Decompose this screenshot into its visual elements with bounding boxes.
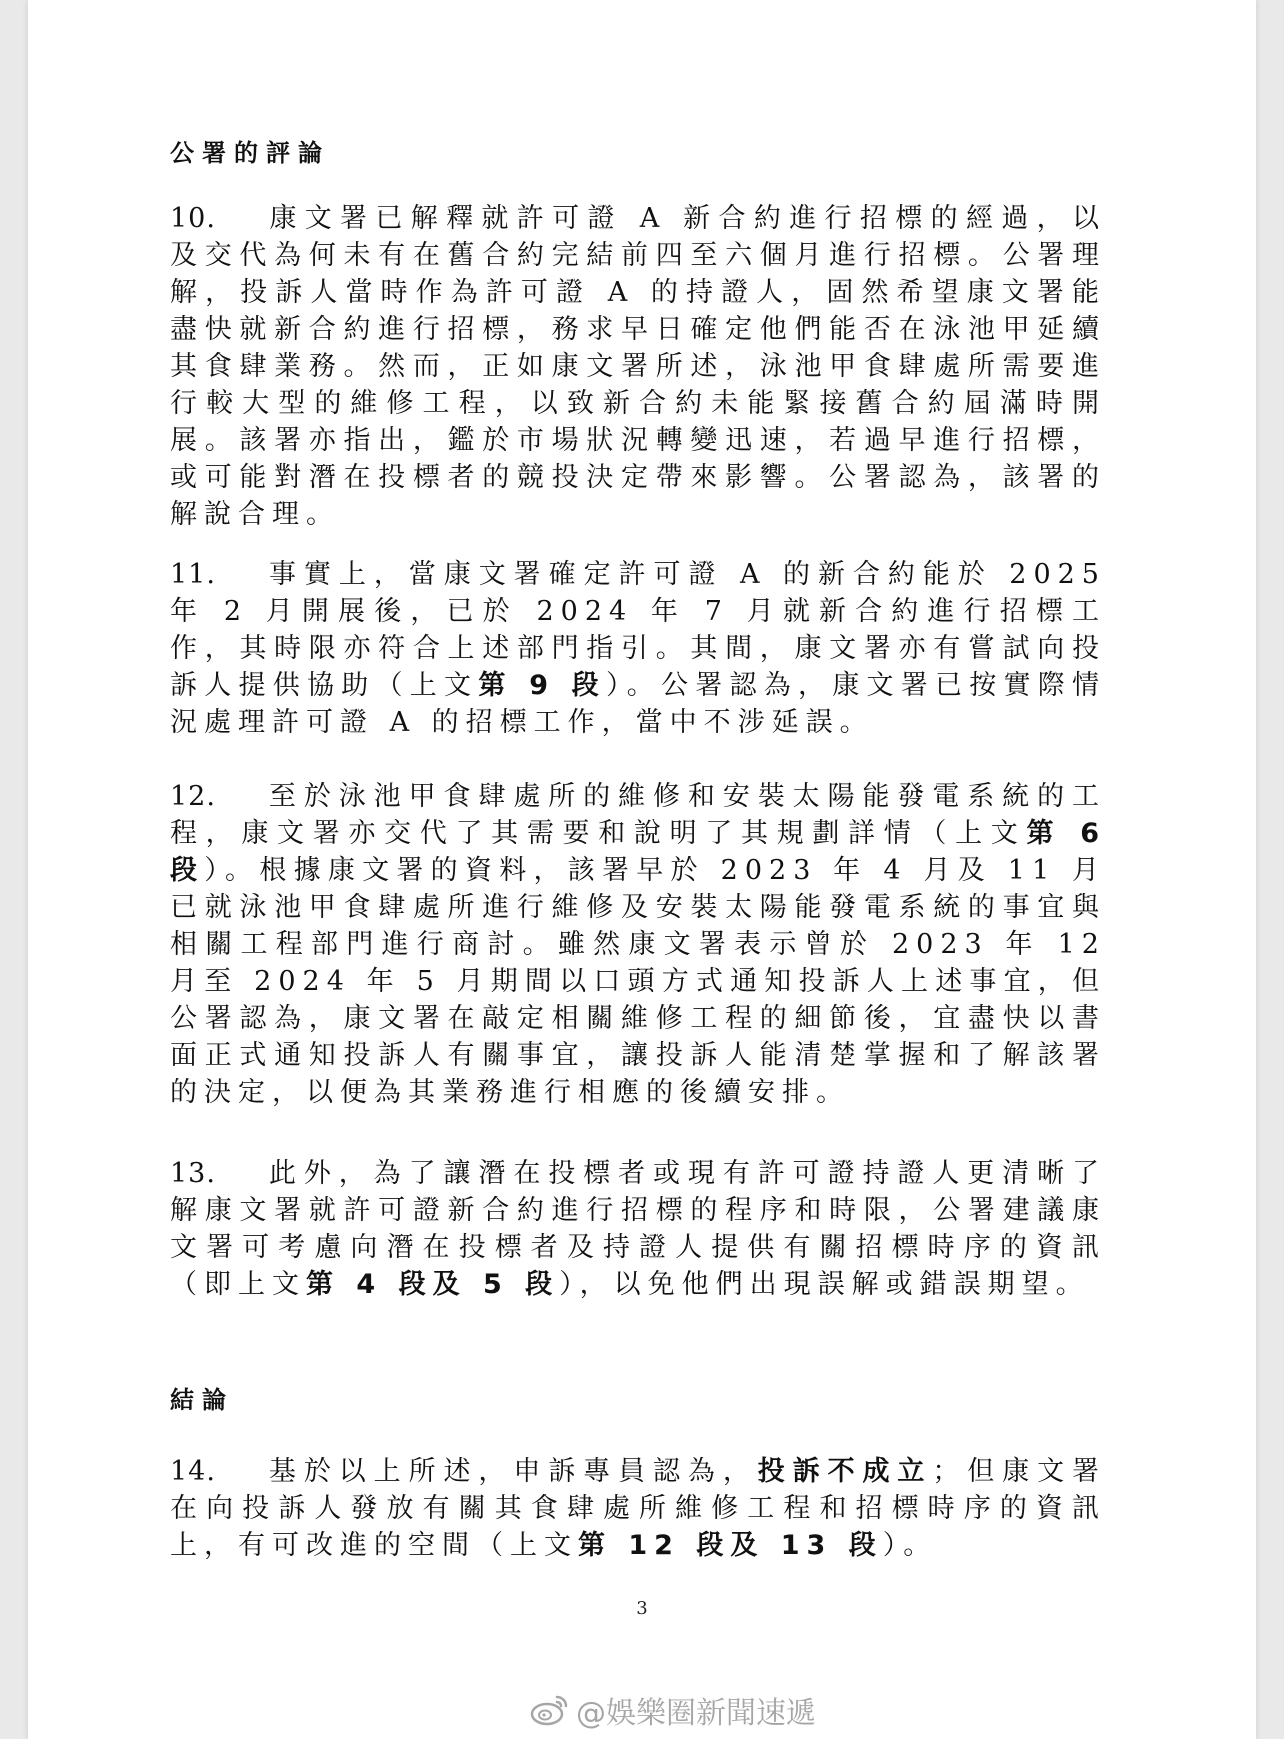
paragraph-text: 事實上，當康文署確定許可證 A 的新合約能於 2025 年 2 月開展後，已於 2024 年 7 月就新合約進行招標工作，其時限亦符合上述部門指引。其間，康文署亦有嘗試向投訴人提供協助（上文	[170, 559, 1106, 701]
paragraph-11	[170, 556, 1106, 741]
paragraph-number: 13.	[170, 1158, 216, 1189]
weibo-icon	[530, 1693, 570, 1727]
paragraph-text: ）。	[882, 1530, 938, 1561]
paragraph-13	[170, 1155, 1106, 1303]
document-page	[28, 0, 1256, 1739]
paragraph-reference: 第 9 段	[478, 670, 606, 701]
paragraph-14	[170, 1453, 1106, 1564]
paragraph-number: 12.	[170, 781, 216, 812]
paragraph-reference: 第 12 段及 13 段	[578, 1530, 883, 1561]
paragraph-12	[170, 778, 1106, 1111]
page-number: 3	[636, 1598, 648, 1619]
paragraph-text: 基於以上所述，申訴專員認為，	[268, 1456, 758, 1487]
section-heading-comments: 公署的評論	[170, 139, 330, 167]
paragraph-reference: 第 4 段及 5 段	[306, 1269, 560, 1300]
paragraph-text: ）。公署認為，康文署已按實際情況處理許可證 A 的招標工作，當中不涉延誤。	[170, 670, 1107, 738]
paragraph-reference: 第 6 段	[170, 818, 1107, 886]
paragraph-text: ），以免他們出現誤解或錯誤期望。	[559, 1269, 1090, 1300]
verdict-text: 投訴不成立	[757, 1456, 933, 1487]
paragraph-number: 10.	[170, 203, 216, 234]
paragraph-number: 14.	[170, 1456, 216, 1487]
paragraph-number: 11.	[170, 559, 216, 590]
paragraph-text: 至於泳池甲食肆處所的維修和安裝太陽能發電系統的工程，康文署亦交代了其需要和說明了其規劃詳情（上文	[170, 781, 1106, 849]
paragraph-text: 此外，為了讓潛在投標者或現有許可證持證人更清晰了解康文署就許可證新合約進行招標的程序和時限，公署建議康文署可考慮向潛在投標者及持證人提供有關招標時序的資訊（即上文	[170, 1158, 1106, 1300]
paragraph-text: 康文署已解釋就許可證 A 新合約進行招標的經過，以及交代為何未有在舊合約完結前四至六個月進行招標。公署理解，投訴人當時作為許可證 A 的持證人，固然希望康文署能盡快就新合約進行招標，務求早日確定他們能否在泳池甲延續其食肆業務。然而，正如康文署所述，泳池甲食肆處所需要進行較大型的維修工程，以致新合約未能緊接舊合約屆滿時開展。該署亦指出，鑑於市場狀況轉變迅速，若過早進行招標，或可能對潛在投標者的競投決定帶來影響。公署認為，該署的解說合理。	[170, 203, 1106, 530]
section-heading-conclusion: 結論	[170, 1386, 234, 1414]
paragraph-10	[170, 200, 1106, 533]
watermark	[530, 1688, 816, 1732]
watermark-text: @娛樂圈新聞速遞	[576, 1696, 816, 1731]
paragraph-text: ；但康文署在向投訴人發放有關其食肆處所維修工程和招標時序的資訊上，有可改進的空間（上文	[170, 1456, 1107, 1561]
paragraph-text: ）。根據康文署的資料，該署早於 2023 年 4 月及 11 月已就泳池甲食肆處所進行維修及安裝太陽能發電系統的事宜與相關工程部門進行商討。雖然康文署表示曾於 2023 年 12 月至 2024 年 5 月期間以口頭方式通知投訴人上述事宜，但公署認為，康文署在敲定相關維修工程的細節後，宜盡快以書面正式通知投訴人有關事宜，讓投訴人能清楚掌握和了解該署的決定，以便為其業務進行相應的後續安排。	[170, 855, 1107, 1108]
